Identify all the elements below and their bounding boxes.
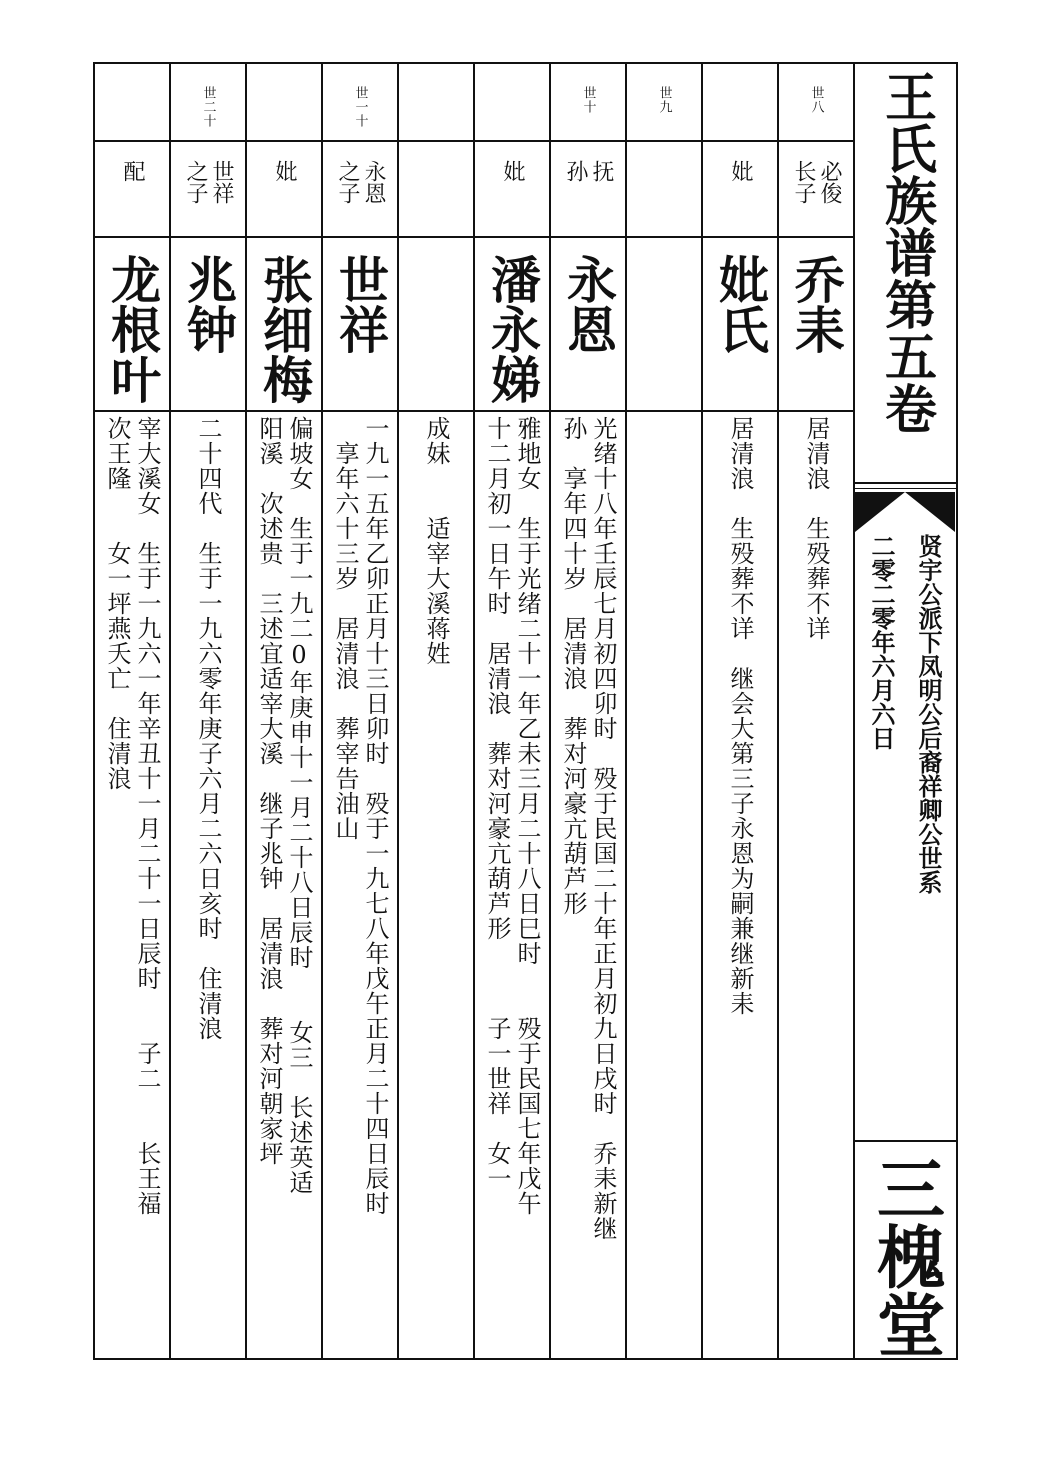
relation-label-cell <box>551 160 625 240</box>
biography-text-cell <box>171 416 245 1346</box>
genealogy-column <box>323 64 399 1358</box>
relation-label: 妣 <box>272 160 297 182</box>
person-name: 妣氏 <box>711 254 769 354</box>
hall-name-text: 三槐堂 <box>865 1154 946 1358</box>
generation-label: 世二十 <box>200 86 216 128</box>
genealogy-column <box>551 64 627 1358</box>
relation-label: 永恩 之子 <box>335 160 386 204</box>
biography-text-cell <box>399 416 473 1346</box>
biography-text: 居清浪 生殁葬不详 继会大第三子永恩为嗣兼继新耒 <box>726 416 754 1016</box>
biography-text-cell <box>627 416 701 1346</box>
biography-text: 成妹 适宰大溪蒋姓 <box>422 416 450 666</box>
relation-label-cell <box>703 160 777 240</box>
relation-label: 世祥 之子 <box>183 160 234 204</box>
generation-label: 世八 <box>808 86 824 114</box>
biography-text: 二十四代 生于一九六零年庚子六月二六日亥时 住清浪 <box>194 416 222 1041</box>
generation-label-cell <box>475 86 549 101</box>
biography-text-cell <box>247 416 321 1346</box>
biography-text: 光绪十八年壬辰七月初四卯时 殁于民国二十年正月初九日戌时 乔耒新继 孙 享年四十岁 居清浪 葬对河豪亢葫芦形 <box>559 416 617 1241</box>
relation-label: 必俊 长子 <box>791 160 842 204</box>
edition-date-text: 二零二零年六月六日 <box>867 534 896 750</box>
generation-label-cell <box>171 86 245 132</box>
biography-text-cell <box>95 416 169 1346</box>
generation-label-cell <box>95 86 169 101</box>
biography-text: 宰大溪女 生于一九六一年辛丑十一月二十一日辰时 子二 长王福 次王隆 女一坪燕夭亡 住清浪 <box>103 416 161 1216</box>
biography-text-cell <box>779 416 853 1346</box>
person-name-cell <box>703 254 777 354</box>
biography-text-cell <box>323 416 397 1346</box>
relation-label: 配 <box>120 160 145 182</box>
biography-text-cell <box>551 416 625 1346</box>
person-name-cell <box>551 254 625 354</box>
genealogy-column <box>247 64 323 1358</box>
person-name-cell <box>779 254 853 354</box>
genealogy-grid <box>93 62 855 1360</box>
person-name: 乔耒 <box>787 254 845 354</box>
person-name-cell <box>247 254 321 404</box>
person-name: 永恩 <box>559 254 617 354</box>
biography-text: 雅地女 生于光绪二十一年乙未三月二十八日巳时 殁于民国七年戊午 十二月初一日午时 居清浪 葬对河豪亢葫芦形 子一世祥 女一 <box>483 416 541 1216</box>
edition-date <box>859 534 903 750</box>
person-name: 兆钟 <box>179 254 237 354</box>
person-name-cell <box>323 254 397 354</box>
person-name: 龙根叶 <box>103 254 161 404</box>
genealogy-column <box>399 64 475 1358</box>
chevron-ornament-icon <box>855 492 955 532</box>
relation-label-cell <box>399 160 473 240</box>
relation-label-cell <box>323 160 397 240</box>
branch-lineage <box>903 534 953 894</box>
title-panel <box>855 62 958 1360</box>
relation-label: 妣 <box>500 160 525 182</box>
relation-label-cell <box>95 160 169 240</box>
relation-label-cell <box>475 160 549 240</box>
generation-label-cell <box>779 86 853 118</box>
generation-label-cell <box>627 86 701 118</box>
biography-text-cell <box>703 416 777 1346</box>
genealogy-column <box>779 64 855 1358</box>
relation-label: 抚 孙 <box>563 160 614 182</box>
book-title <box>855 70 956 434</box>
genealogy-column <box>703 64 779 1358</box>
biography-text: 居清浪 生殁葬不详 <box>802 416 830 641</box>
generation-label-cell <box>323 86 397 132</box>
genealogy-column <box>475 64 551 1358</box>
generation-label: 世一十 <box>352 86 368 128</box>
branch-lineage-text: 贤宇公派下凤明公后裔祥卿公世系 <box>914 534 943 894</box>
genealogy-column <box>95 64 171 1358</box>
generation-label-cell <box>399 86 473 101</box>
person-name-cell <box>171 254 245 354</box>
genealogy-column <box>627 64 703 1358</box>
generation-label: 世九 <box>656 86 672 114</box>
relation-label-cell <box>247 160 321 240</box>
title-divider-thin <box>855 488 956 489</box>
biography-text: 偏坡女 生于一九二0年庚申十一月二十八日辰时 女三 长述英适 阳溪 次述贵 三述宜适宰大溪 继子兆钟 居清浪 葬对河朝家坪 <box>255 416 313 1195</box>
generation-label-cell <box>551 86 625 118</box>
relation-label-cell <box>779 160 853 240</box>
biography-text: 一九一五年乙卯正月十三日卯时 殁于一九七八年戊午正月二十四日辰时 享年六十三岁 居清浪 葬宰告油山 <box>331 416 389 1216</box>
person-name-cell <box>475 254 549 404</box>
hall-divider <box>855 1140 956 1142</box>
person-name: 潘永娣 <box>483 254 541 404</box>
title-divider <box>855 482 956 484</box>
relation-label-cell <box>627 160 701 240</box>
generation-label-cell <box>703 86 777 101</box>
genealogy-column <box>171 64 247 1358</box>
hall-name <box>855 1154 956 1358</box>
generation-label-cell <box>247 86 321 101</box>
person-name-cell <box>95 254 169 404</box>
book-title-text: 王氏族谱第五卷 <box>875 70 936 434</box>
person-name: 张细梅 <box>255 254 313 404</box>
relation-label: 妣 <box>728 160 753 182</box>
relation-label-cell <box>171 160 245 240</box>
person-name: 世祥 <box>331 254 389 354</box>
generation-label: 世十 <box>580 86 596 114</box>
biography-text-cell <box>475 416 549 1346</box>
